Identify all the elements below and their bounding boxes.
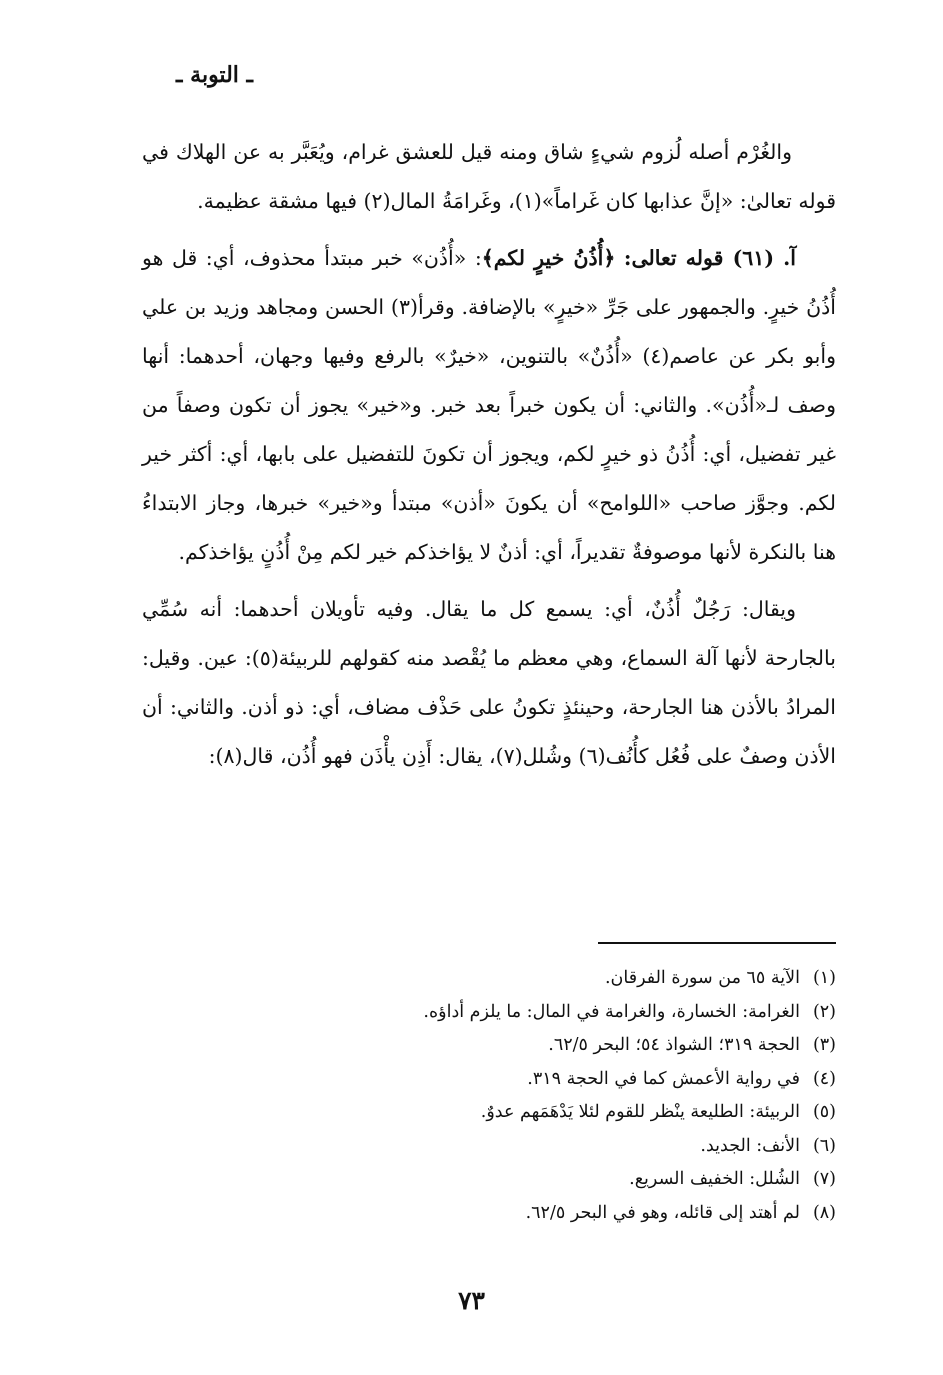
footnote-text: الآية ٦٥ من سورة الفرقان. — [604, 968, 800, 988]
footnote-number: (٧) — [812, 1169, 836, 1189]
footnote-number: (٦) — [812, 1135, 836, 1156]
footnote-text: الأنف: الجديد. — [700, 1135, 800, 1156]
footnote-text: الحجة ٣١٩؛ الشواذ ٥٤؛ البحر ٦٢/٥. — [548, 1035, 800, 1055]
footnote-number: (٤) — [812, 1068, 836, 1089]
footnotes — [196, 962, 836, 1230]
footnote-text: الشُلل: الخفيف السريع. — [629, 1169, 800, 1189]
page-number: ٧٣ — [458, 1286, 485, 1315]
footnote-3 — [196, 1029, 836, 1063]
verse-commentary: : «أُذُن» خبر مبتدأ محذوف، أي: قل هو أُذُنُ خيرٍ. والجمهور على جَرِّ «خيرٍ» بالإضافة. وقرأ(٣) الحسن ومجاهد وزيد بن علي وأبو بكر عن عاصم(٤) «أُذُنٌ» بالتنوين، «خيرٌ» بالرفع وفيها وجهان، أحدهما: أنها وصف لـ«أُذُن». والثاني: أن يكون خبراً بعد خبر. و«خير» يجوز أن تكون وصفاً من غير تفضيل، أي: أُذُنُ ذو خيرٍ لكم، ويجوز أن تكونَ للتفضيل على بابها، أي: أكثر خير لكم. وجوَّز صاحب «اللوامح» أن يكونَ «أذن» مبتدأ و«خير» خبرها، وجاز الابتداءُ هنا بالنكرة لأنها موصوفةٌ تقديراً، أي: أذنٌ لا يؤاخذكم خير لكم مِنْ أُذُنٍ يؤاخذكم. — [142, 246, 836, 564]
main-text — [142, 128, 836, 789]
footnote-6 — [196, 1130, 836, 1164]
paragraph-rajul-udhun: ويقال: رَجُلٌ أُذُنٌ، أي: يسمع كل ما يقال. وفيه تأويلان أحدهما: أنه سُمِّي بالجارحة لأنها آلة السماع، وهي معظم ما يُقْصد منه كقولهم للربيئة(٥): عين. وقيل: المرادُ بالأذن هنا الجارحة، وحينئذٍ تكونُ على حَذْف مضاف، أي: ذو أذن. والثاني: أن الأذن وصفٌ على فُعُل كأُنُف(٦) وشُلل(٧)، يقال: أَذِن يأْذَن فهو أُذُن، قال(٨): — [142, 597, 836, 768]
footnote-number: (١) — [812, 968, 836, 988]
footnote-4 — [196, 1063, 836, 1097]
verse-reference: آ. (٦١) قوله تعالى: — [623, 246, 797, 270]
footnote-8 — [196, 1197, 836, 1231]
footnote-number: (٢) — [812, 1001, 836, 1022]
footnote-7 — [196, 1163, 836, 1197]
footnote-5 — [196, 1096, 836, 1130]
footnote-number: (٨) — [812, 1202, 836, 1223]
footnote-text: الربيئة: الطليعة ينْظر للقوم لئلا يَدْهَمَهم عدوٌ. — [480, 1102, 800, 1122]
running-header: ـ التوبة ـ — [176, 62, 253, 88]
paragraph-gharam: والغُرْم أصله لُزوم شيءٍ شاق ومنه قيل للعشق غرام، ويُعَبَّر به عن الهلاك في قوله تعالىٰ: «إنَّ عذابها كان غَراماً»(١)، وغَرامَةُ المال(٢) فيها مشقة عظيمة. — [142, 140, 836, 213]
quran-verse: ﴿أُذُنُ خيرٍ لكم﴾ — [481, 246, 616, 270]
footnote-2 — [196, 996, 836, 1030]
footnote-1 — [196, 962, 836, 996]
footnote-text: الغرامة: الخسارة، والغرامة في المال: ما يلزم أداؤه. — [423, 1001, 800, 1022]
footnote-number: (٥) — [812, 1102, 836, 1122]
footnote-divider — [598, 942, 836, 944]
footnote-number: (٣) — [812, 1035, 836, 1055]
paragraph-verse-61 — [142, 234, 836, 577]
footnote-text: لم أهتد إلى قائله، وهو في البحر ٦٢/٥. — [525, 1202, 800, 1223]
footnote-text: في رواية الأعمش كما في الحجة ٣١٩. — [527, 1068, 800, 1089]
